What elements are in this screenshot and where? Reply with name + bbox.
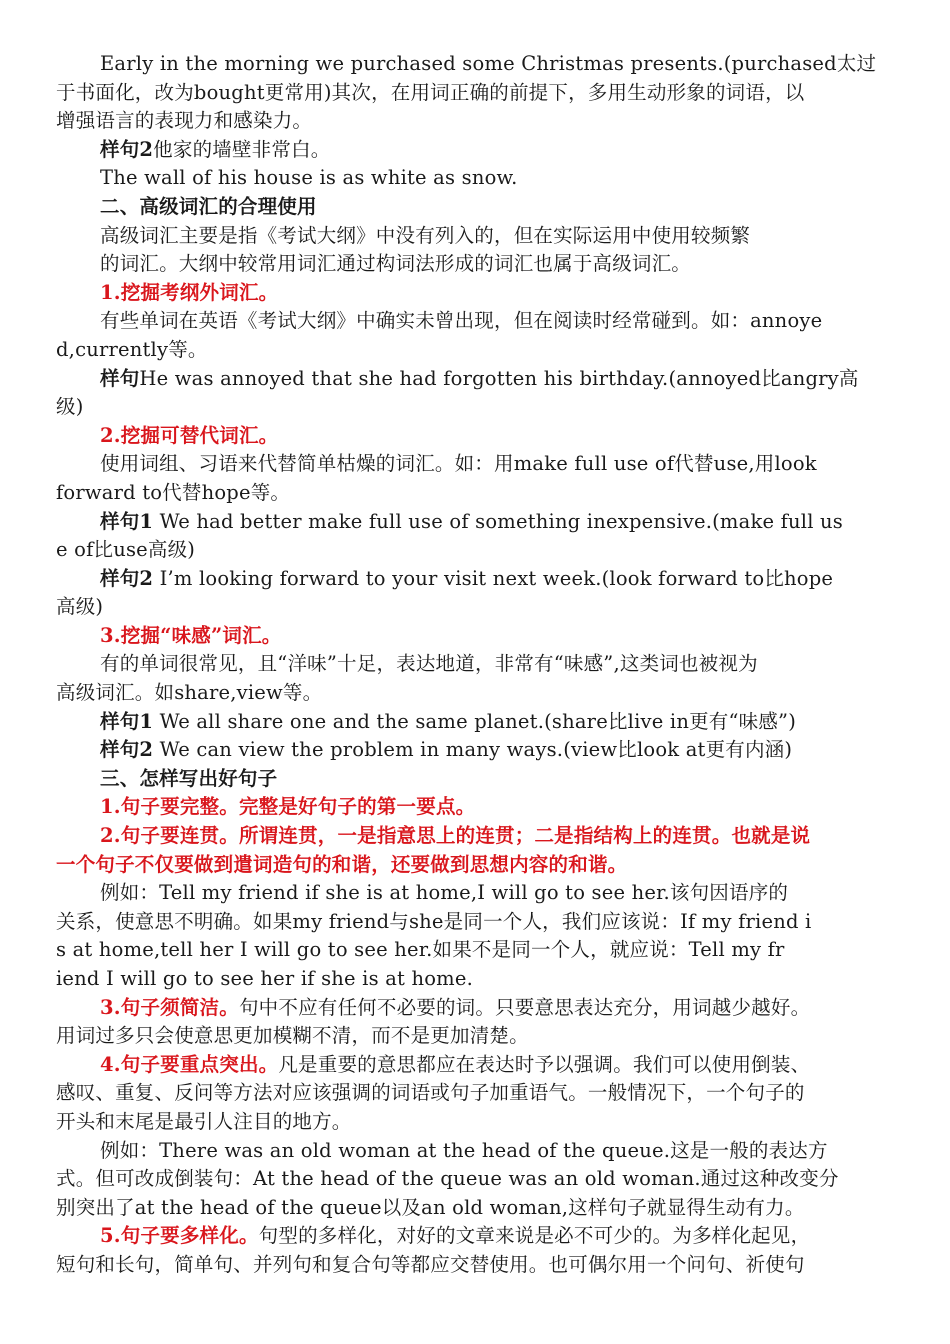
body-text: We had better make full use of something inexpensive.(make full us [153,509,844,533]
body-text: 使用词组、习语来代替简单枯燥的词汇。如：用make full use of代替use,用look [100,452,817,476]
text-line [56,650,882,679]
body-text: 的词汇。大纲中较常用词汇通过构词法形成的词汇也属于高级词汇。 [100,252,692,276]
body-text: 于书面化，改为bought更常用)其次，在用词正确的前提下，多用生动形象的词语，以 [56,80,805,104]
body-text: 短句和长句，简单句、并列句和复合句等都应交替使用。也可偶尔用一个问句、祈使句 [56,1252,805,1276]
example-label: 样句2 [100,738,154,762]
body-text: We all share one and the same planet.(share比live in更有“味感”) [153,709,797,733]
body-text: 例如：Tell my friend if she is at home,I will go to see her.该句因语序的 [100,881,789,905]
body-text: 句中不应有任何不必要的词。只要意思表达充分，用词越少越好。 [238,995,811,1019]
text-line [56,50,882,79]
body-text: I’m looking forward to your visit next week.(look forward to比hope [153,566,834,590]
body-text: e of比use高级) [56,538,196,562]
body-text: 凡是重要的意思都应在表达时予以强调。我们可以使用倒装、 [278,1052,811,1076]
text-line [56,536,882,565]
text-line [56,307,882,336]
text-line [56,107,882,136]
body-text: d,currently等。 [56,337,208,361]
document-page [56,50,882,1280]
subheading-red: 5.句子要多样化。 [100,1224,259,1248]
section-heading: 三、怎样写出好句子 [100,766,278,790]
body-text: Early in the morning we purchased some Christmas presents.(purchased太过 [100,52,877,75]
body-text: 用词过多只会使意思更加模糊不清，而不是更加清楚。 [56,1024,529,1048]
subheading-red: 2.句子要连贯。所谓连贯，一是指意思上的连贯；二是指结构上的连贯。也就是说 [100,824,811,848]
subheading-red: 3.挖掘“味感”词汇。 [100,623,282,647]
body-text: 句型的多样化，对好的文章来说是必不可少的。为多样化起见， [258,1224,811,1248]
body-text: 关系，使意思不明确。如果my friend与she是同一个人，我们应该说：If my friend i [56,909,812,933]
body-text: 高级词汇主要是指《考试大纲》中没有列入的，但在实际运用中使用较频繁 [100,223,751,247]
text-line [56,822,882,851]
body-text: forward to代替hope等。 [56,480,291,504]
subheading-red: 1.句子要完整。完整是好句子的第一要点。 [100,795,476,819]
text-line [56,765,882,794]
text-line [56,965,882,994]
text-line [56,336,882,365]
text-line [56,708,882,737]
text-line [56,1251,882,1280]
text-line [56,508,882,537]
body-text: 他家的墙壁非常白。 [153,137,331,161]
subheading-red: 1.挖掘考纲外词汇。 [100,280,279,304]
text-line [56,136,882,165]
text-line [56,1051,882,1080]
text-line [56,736,882,765]
subheading-red: 4.句子要重点突出。 [100,1052,279,1076]
text-line [56,1222,882,1251]
text-line [56,365,882,394]
example-label: 样句1 [100,709,154,733]
text-line [56,793,882,822]
text-line [56,1022,882,1051]
body-text: 别突出了at the head of the queue以及an old woman,这样句子就显得生动有力。 [56,1195,805,1219]
text-line [56,593,882,622]
text-line [56,279,882,308]
text-line [56,679,882,708]
body-text: 有些单词在英语《考试大纲》中确实未曾出现，但在阅读时经常碰到。如：annoye [100,309,823,333]
text-line [56,450,882,479]
text-line [56,164,882,193]
text-line [56,79,882,108]
text-line [56,565,882,594]
text-line [56,1194,882,1223]
section-heading: 二、高级词汇的合理使用 [100,194,317,218]
text-line [56,1137,882,1166]
text-line [56,422,882,451]
body-text: 感叹、重复、反问等方法对应该强调的词语或句子加重语气。一般情况下，一个句子的 [56,1081,805,1105]
text-line [56,193,882,222]
text-line [56,936,882,965]
text-line [56,879,882,908]
body-text: 高级词汇。如share,view等。 [56,681,323,705]
body-text: 增强语言的表现力和感染力。 [56,109,313,133]
body-text: 开头和末尾是最引人注目的地方。 [56,1109,352,1133]
body-text: 级) [56,395,84,419]
body-text: 式。但可改成倒装句：At the head of the queue was an old woman.通过这种改变分 [56,1167,839,1191]
text-line [56,1165,882,1194]
body-text: 高级) [56,595,104,619]
body-text: We can view the problem in many ways.(view比look at更有内涵) [153,738,793,762]
text-line [56,622,882,651]
body-text: 有的单词很常见，且“洋味”十足，表达地道，非常有“味感”,这类词也被视为 [100,652,758,676]
example-label: 样句2 [100,137,154,161]
subheading-red: 2.挖掘可替代词汇。 [100,423,279,447]
example-label: 样句 [100,366,140,390]
subheading-red: 3.句子须简洁。 [100,995,239,1019]
text-line [56,908,882,937]
text-line [56,393,882,422]
text-line [56,1108,882,1137]
text-line [56,222,882,251]
text-line [56,994,882,1023]
body-text: iend I will go to see her if she is at home. [56,967,474,990]
body-text: 例如：There was an old woman at the head of the queue.这是一般的表达方 [100,1138,828,1162]
example-label: 样句1 [100,509,154,533]
text-line [56,479,882,508]
text-line [56,851,882,880]
example-label: 样句2 [100,566,154,590]
body-text: s at home,tell her I will go to see her.如果不是同一个人，就应说：Tell my fr [56,938,785,962]
body-text: He was annoyed that she had forgotten his birthday.(annoyed比angry高 [139,366,859,390]
text-line [56,1079,882,1108]
subheading-red: 一个句子不仅要做到遣词造句的和谐，还要做到思想内容的和谐。 [56,852,628,876]
text-line [56,250,882,279]
body-text: The wall of his house is as white as snow. [100,166,518,190]
